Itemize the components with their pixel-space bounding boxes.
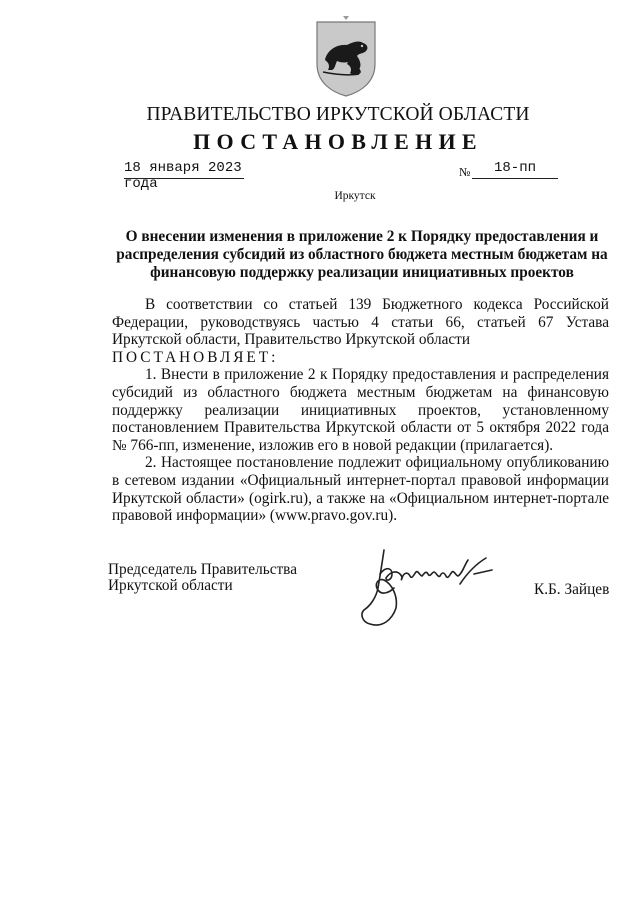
title-line: распределения субсидий из областного бюджета местным бюджетам на [116,246,608,263]
title-line: финансовую поддержку реализации инициативных проектов [150,264,574,281]
document-body [112,296,609,525]
number-underline [472,178,558,179]
signer-position [108,562,328,594]
preamble-paragraph: В соответствии со статьей 139 Бюджетного кодекса Российской Федерации, руководствуясь частью 4 статьи 66, статьей 67 Устава Иркутской области, Правительство Иркутской области [112,296,609,349]
item-paragraph-1: 1. Внести в приложение 2 к Порядку предоставления и распределения субсидий из областного бюджета местным бюджетам на финансовую поддержку реализации инициативных проектов, установленному постановлением Правительства Иркутской области от 5 октября 2022 года № 766-пп, изменение, изложив его в новой редакции (прилагается). [112,366,609,454]
document-title [112,228,612,282]
item-paragraph-2: 2. Настоящее постановление подлежит официальному опубликованию в сетевом издании «Официальный интернет-портал правовой информации Иркутской области» (ogirk.ru), а также на «Официальном интернет-портале правовой информации» (www.pravo.gov.ru). [112,454,609,525]
signer-position-line: Иркутской области [108,577,233,594]
signer-name: К.Б. Зайцев [534,581,610,598]
resolves-heading: ПОСТАНОВЛЯЕТ: [112,348,279,366]
city-name: Иркутск [334,190,376,202]
coat-of-arms-icon [313,16,379,98]
number-sign: № [459,165,471,179]
organization-name: ПРАВИТЕЛЬСТВО ИРКУТСКОЙ ОБЛАСТИ [146,104,530,125]
date-underline [124,178,244,179]
document-number: 18-пп [493,160,536,176]
document-type: ПОСТАНОВЛЕНИЕ [193,129,483,154]
document-date: 18 января 2023 года [124,160,242,192]
title-line: О внесении изменения в приложение 2 к Порядку предоставления и [125,228,599,245]
handwritten-signature [356,544,506,636]
signer-position-line: Председатель Правительства [108,561,297,578]
